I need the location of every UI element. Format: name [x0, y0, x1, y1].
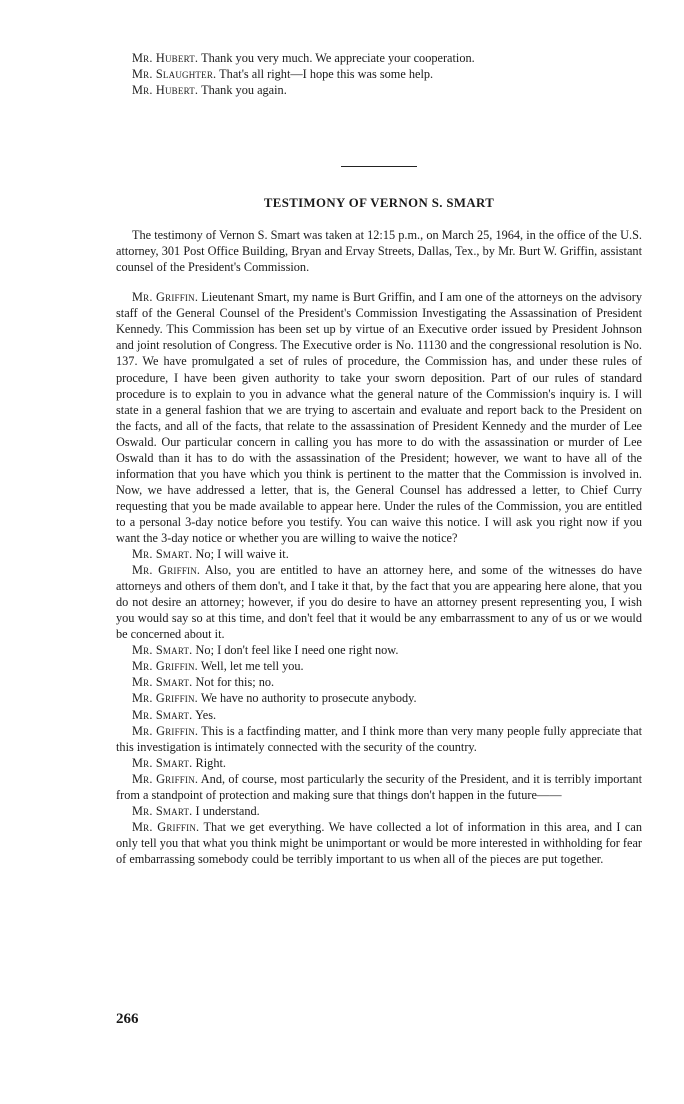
testimony-paragraph [116, 723, 642, 755]
speech-text: And, of course, most particularly the security of the President, and it is terribly important from a standpoint of protection and making sure that things don't happen in the future—— [116, 771, 642, 802]
speaker-name: Mr. Griffin. [132, 723, 199, 738]
speaker-name: Mr. Hubert. [132, 51, 199, 65]
speech-text: Well, let me tell you. [200, 659, 304, 674]
testimony-paragraph [116, 289, 642, 546]
testimony-paragraph [116, 771, 642, 803]
speaker-name: Mr. Smart. [132, 547, 193, 562]
speech-text: Thank you very much. We appreciate your cooperation. [201, 51, 475, 65]
speaker-name: Mr. Smart. [132, 755, 193, 770]
paragraph-gap [116, 275, 642, 289]
testimony-paragraph [116, 674, 642, 690]
exchange-line [116, 82, 642, 98]
speech-text: Lieutenant Smart, my name is Burt Griffin, and I am one of the attorneys on the advisory staff of the General Counsel of the President's Commission Investigating the Assassination of President Kennedy. This Commission has been set up by virtue of an Executive order issued by President Johnson and joint resolution of Congress. The Executive order is No. 11130 and the congressional resolution is No. 137. We have promulgated a set of rules of procedure, the Commission has, and under these rules of procedure, I have been given authority to take your sworn deposition. Part of our rules of standard procedure is to explain to you in advance what the general nature of the Commission's inquiry is. I will state in a general fashion that we are trying to ascertain and evaluate and report back to the President on the facts, and all of the facts, that relate to the assassination of President Kennedy and the murder of Lee Oswald. Our particular concern in calling you has more to do with the assassination or murder of Lee Oswald than it has to do with the assassination of the President; however, we want to have all of the information that you have which you think is pertinent to the matter that the Commission is involved in. Now, we have addressed a letter, that is, the General Counsel has addressed a letter, to Chief Curry requesting that you be made available to appear here. Under the rules of the Commission, you are entitled to a personal 3-day notice before you testify. You can waive this notice. I will ask you right now if you want the 3-day notice or whether you are willing to waive the notice? [116, 290, 643, 545]
speaker-name: Mr. Griffin. [132, 771, 199, 786]
testimony-paragraph [116, 755, 642, 771]
speech-text: Right. [195, 755, 226, 770]
testimony-body [116, 289, 642, 867]
testimony-paragraph [116, 642, 642, 658]
speech-text: We have no authority to prosecute anybody. [200, 691, 417, 706]
speaker-name: Mr. Slaughter. [132, 67, 217, 82]
speaker-name: Mr. Griffin. [132, 819, 200, 834]
speech-text: Thank you again. [201, 83, 287, 98]
testimony-paragraph [116, 690, 642, 706]
page-number: 266 [116, 1011, 139, 1027]
testimony-paragraph [116, 546, 642, 562]
speech-text: No; I don't feel like I need one right now. [195, 643, 399, 658]
opening-exchange [116, 50, 642, 98]
exchange-line [116, 66, 642, 82]
section-title: TESTIMONY OF VERNON S. SMART [263, 196, 495, 211]
speech-text: Also, you are entitled to have an attorney here, and some of the witnesses do have attorneys and others of them don't, and I take it that, by the fact that you are appearing here alone, that you do not desire an attorney; however, if you do desire to have an attorney present representing you, I wish you would say so at this time, and don't feel that it would be any embarrassment to any of us or we would be concerned about it. [116, 563, 642, 642]
speaker-name: Mr. Smart. [132, 643, 193, 658]
speaker-name: Mr. Smart. [132, 707, 193, 722]
speech-text: I understand. [195, 803, 260, 818]
speaker-name: Mr. Griffin. [132, 563, 201, 578]
testimony-paragraph [116, 658, 642, 674]
speaker-name: Mr. Griffin. [132, 290, 199, 305]
document-page [116, 50, 642, 867]
speaker-name: Mr. Smart. [132, 675, 193, 690]
intro-paragraph: The testimony of Vernon S. Smart was taken at 12:15 p.m., on March 25, 1964, in the office of the U.S. attorney, 301 Post Office Building, Bryan and Ervay Streets, Dallas, Tex., by Mr. Burt W. Griffin, assistant counsel of the President's Commission. [116, 228, 642, 275]
speech-text: Not for this; no. [195, 675, 275, 690]
testimony-paragraph [116, 707, 642, 723]
speaker-name: Mr. Griffin. [132, 691, 198, 706]
speaker-name: Mr. Smart. [132, 803, 193, 818]
exchange-line [116, 50, 642, 66]
testimony-paragraph [116, 562, 642, 642]
testimony-paragraph [116, 819, 642, 867]
speech-text: No; I will waive it. [195, 547, 289, 562]
speech-text: This is a factfinding matter, and I think more than very many people fully appreciate that this investigation is intimately connected with the security of the country. [116, 723, 642, 754]
speech-text: Yes. [195, 707, 217, 722]
section-divider [341, 166, 417, 167]
testimony-paragraph [116, 803, 642, 819]
speech-text: That's all right—I hope this was some help. [219, 67, 434, 82]
speech-text: That we get everything. We have collected a lot of information in this area, and I can only tell you that what you think might be unimportant or would be more interested in withholding for fear of embarrassing somebody could be terribly important to us when all of the pieces are put together. [116, 819, 642, 866]
speaker-name: Mr. Griffin. [132, 659, 198, 674]
speaker-name: Mr. Hubert. [132, 83, 199, 98]
